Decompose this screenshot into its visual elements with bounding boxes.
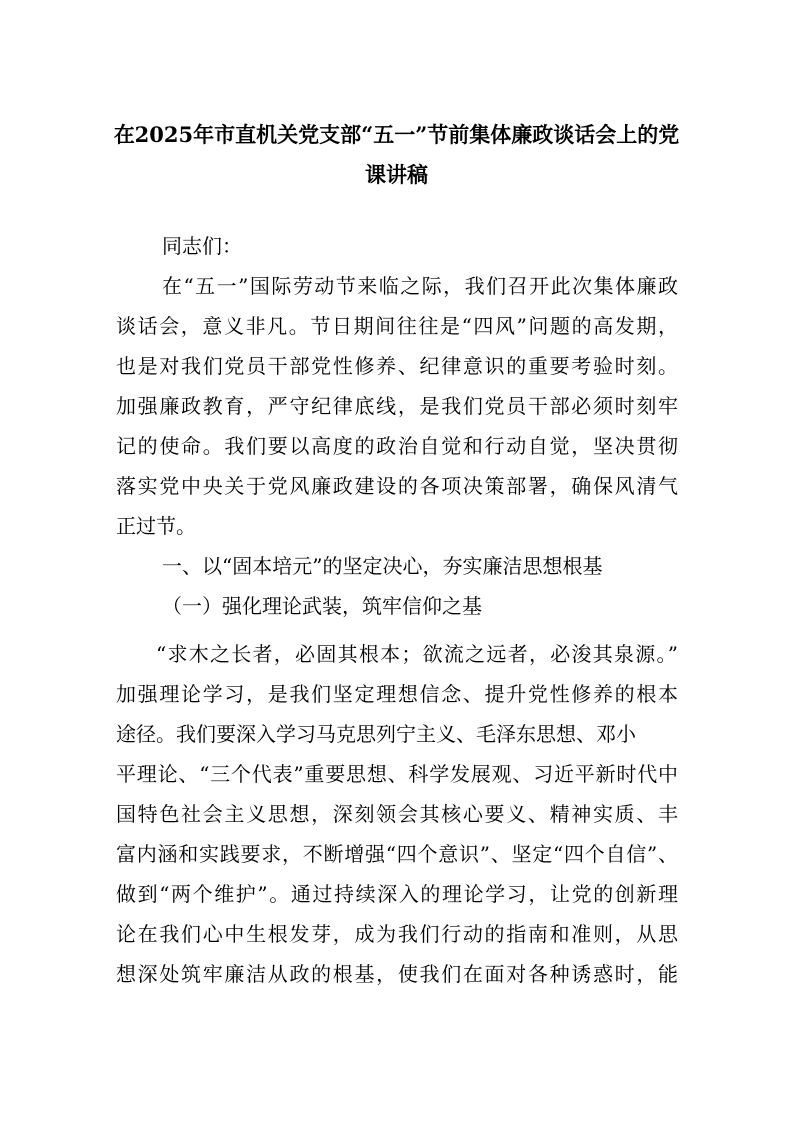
paragraph-line: 途径。我们要深入学习马克思列宁主义、毛泽东思想、邓小 xyxy=(116,722,636,746)
paragraph-line: 平理论、“三个代表”重要思想、科学发展观、习近平新时代中 xyxy=(116,762,678,786)
paragraph-line: 加强廉政教育，严守纪律底线，是我们党员干部必须时刻牢 xyxy=(116,394,678,418)
salutation: 同志们： xyxy=(162,234,242,258)
paragraph-line: 想深处筑牢廉洁从政的根基，使我们在面对各种诱惑时，能 xyxy=(116,962,678,986)
section-heading: 一、以“固本培元”的坚定决心，夯实廉洁思想根基 xyxy=(162,554,603,578)
paragraph-line: 富内涵和实践要求，不断增强“四个意识”、坚定“四个自信”、 xyxy=(116,842,678,866)
paragraph-line: 在“五一”国际劳动节来临之际，我们召开此次集体廉政 xyxy=(162,274,678,298)
paragraph-line: 落实党中央关于党风廉政建设的各项决策部署，确保风清气 xyxy=(116,474,678,498)
paragraph-line: 论在我们心中生根发芽，成为我们行动的指南和准则，从思 xyxy=(116,922,678,946)
document-title-line-1: 在2025年市直机关党支部“五一”节前集体廉政谈话会上的党 xyxy=(113,122,680,147)
paragraph-line: 加强理论学习，是我们坚定理想信念、提升党性修养的根本 xyxy=(116,682,678,706)
quote-line: “求木之长者，必固其根本；欲流之远者，必浚其泉源。” xyxy=(156,642,678,666)
subsection-heading: （一）强化理论武装，筑牢信仰之基 xyxy=(162,594,482,618)
paragraph-line: 谈话会，意义非凡。节日期间往往是“四风”问题的高发期， xyxy=(116,314,678,338)
paragraph-line: 也是对我们党员干部党性修养、纪律意识的重要考验时刻。 xyxy=(116,354,678,378)
paragraph-line: 国特色社会主义思想，深刻领会其核心要义、精神实质、丰 xyxy=(116,802,678,826)
paragraph-line: 做到“两个维护”。通过持续深入的理论学习，让党的创新理 xyxy=(116,882,678,906)
paragraph-line: 正过节。 xyxy=(116,514,196,538)
document-title-line-2: 课讲稿 xyxy=(365,162,428,187)
paragraph-line: 记的使命。我们要以高度的政治自觉和行动自觉，坚决贯彻 xyxy=(116,434,678,458)
